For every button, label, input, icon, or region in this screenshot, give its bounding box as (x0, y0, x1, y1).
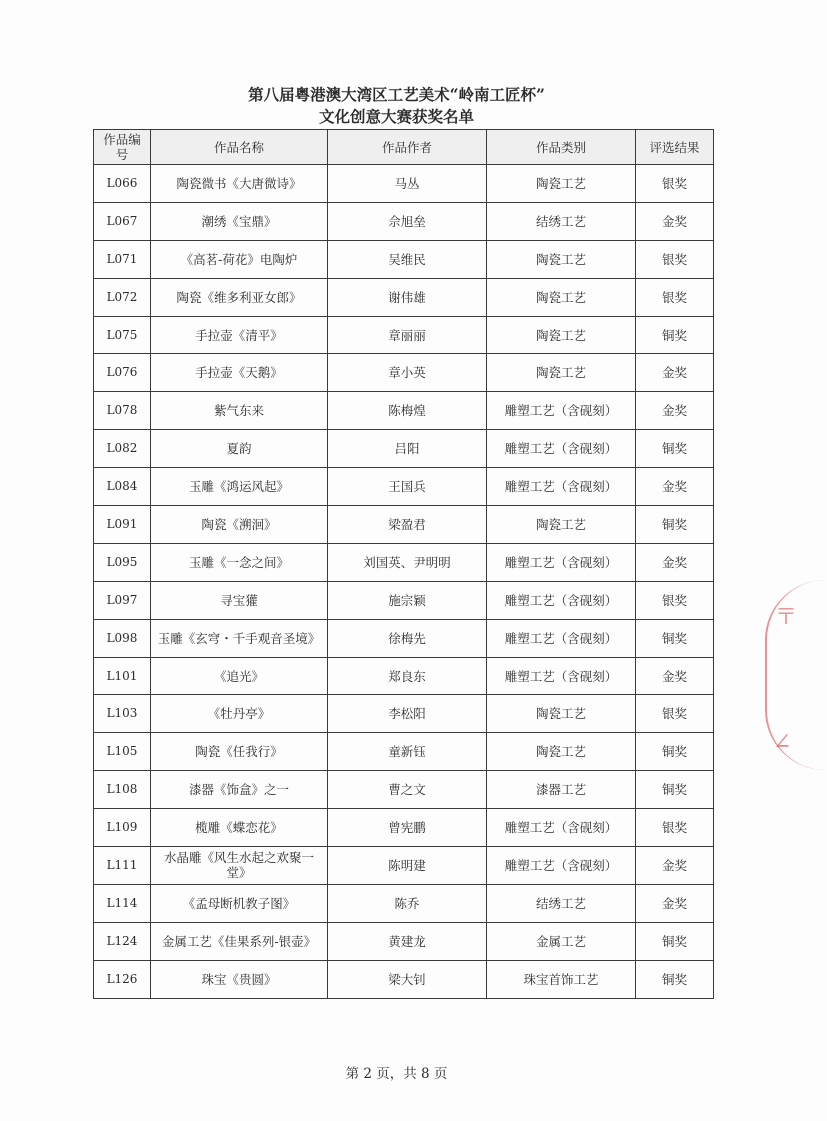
cell-author: 梁大钊 (328, 960, 487, 998)
cell-author: 陈明建 (328, 847, 487, 885)
cell-category: 陶瓷工艺 (487, 165, 636, 203)
cell-category: 雕塑工艺（含砚刻） (487, 619, 636, 657)
cell-name: 玉雕《玄穹・千手观音圣境》 (151, 619, 328, 657)
cell-author: 黄建龙 (328, 922, 487, 960)
cell-name: 手拉壶《天鹅》 (151, 354, 328, 392)
table-row (94, 278, 714, 316)
table-row (94, 695, 714, 733)
cell-name: 夏韵 (151, 430, 328, 468)
cell-result: 金奖 (636, 202, 714, 240)
header-category: 作品类别 (487, 130, 636, 165)
cell-id: L072 (94, 278, 151, 316)
table-row (94, 960, 714, 998)
cell-id: L114 (94, 884, 151, 922)
table-row (94, 922, 714, 960)
cell-name: 寻宝獾 (151, 581, 328, 619)
cell-name: 玉雕《一念之间》 (151, 543, 328, 581)
cell-id: L095 (94, 543, 151, 581)
cell-author: 刘国英、尹明明 (328, 543, 487, 581)
cell-category: 雕塑工艺（含砚刻） (487, 392, 636, 430)
cell-author: 施宗颖 (328, 581, 487, 619)
cell-result: 铜奖 (636, 771, 714, 809)
cell-category: 雕塑工艺（含砚刻） (487, 657, 636, 695)
cell-id: L111 (94, 847, 151, 885)
cell-category: 雕塑工艺（含砚刻） (487, 581, 636, 619)
cell-author: 王国兵 (328, 468, 487, 506)
cell-name: 玉雕《鸿运风起》 (151, 468, 328, 506)
cell-result: 铜奖 (636, 960, 714, 998)
table-row (94, 733, 714, 771)
table-row (94, 619, 714, 657)
cell-author: 佘旭垒 (328, 202, 487, 240)
cell-name: 陶瓷微书《大唐微诗》 (151, 165, 328, 203)
cell-category: 结绣工艺 (487, 202, 636, 240)
title-line-2: 文化创意大赛获奖名单 (318, 107, 474, 126)
red-stamp-edge (765, 580, 827, 770)
cell-category: 雕塑工艺（含砚刻） (487, 809, 636, 847)
table-row (94, 165, 714, 203)
cell-category: 陶瓷工艺 (487, 733, 636, 771)
cell-id: L097 (94, 581, 151, 619)
cell-name: 水晶雕《风生水起之欢聚一堂》 (151, 847, 328, 885)
cell-author: 吴维民 (328, 240, 487, 278)
cell-result: 银奖 (636, 165, 714, 203)
cell-category: 雕塑工艺（含砚刻） (487, 847, 636, 885)
table-row (94, 771, 714, 809)
table-row (94, 809, 714, 847)
cell-id: L071 (94, 240, 151, 278)
cell-category: 陶瓷工艺 (487, 240, 636, 278)
cell-name: 《孟母断机教子图》 (151, 884, 328, 922)
cell-result: 金奖 (636, 468, 714, 506)
table-row (94, 392, 714, 430)
cell-id: L124 (94, 922, 151, 960)
cell-name: 《高茗-荷花》电陶炉 (151, 240, 328, 278)
cell-result: 金奖 (636, 543, 714, 581)
cell-author: 谢伟雄 (328, 278, 487, 316)
cell-result: 金奖 (636, 657, 714, 695)
cell-author: 陈乔 (328, 884, 487, 922)
cell-author: 章丽丽 (328, 316, 487, 354)
cell-id: L098 (94, 619, 151, 657)
cell-author: 马丛 (328, 165, 487, 203)
table-header-row (94, 130, 714, 165)
cell-name: 陶瓷《溯洄》 (151, 506, 328, 544)
cell-id: L078 (94, 392, 151, 430)
cell-result: 铜奖 (636, 733, 714, 771)
cell-id: L084 (94, 468, 151, 506)
cell-name: 潮绣《宝鼎》 (151, 202, 328, 240)
cell-author: 曾宪鹏 (328, 809, 487, 847)
cell-category: 陶瓷工艺 (487, 695, 636, 733)
cell-id: L067 (94, 202, 151, 240)
cell-id: L076 (94, 354, 151, 392)
cell-id: L109 (94, 809, 151, 847)
cell-result: 银奖 (636, 695, 714, 733)
cell-name: 紫气东来 (151, 392, 328, 430)
cell-id: L101 (94, 657, 151, 695)
table-row (94, 430, 714, 468)
cell-name: 金属工艺《佳果系列-银壶》 (151, 922, 328, 960)
cell-category: 结绣工艺 (487, 884, 636, 922)
cell-category: 陶瓷工艺 (487, 316, 636, 354)
cell-name: 陶瓷《维多利亚女郎》 (151, 278, 328, 316)
cell-result: 银奖 (636, 240, 714, 278)
cell-id: L126 (94, 960, 151, 998)
header-result: 评选结果 (636, 130, 714, 165)
cell-result: 铜奖 (636, 316, 714, 354)
awards-table (93, 129, 714, 999)
cell-category: 雕塑工艺（含砚刻） (487, 468, 636, 506)
cell-result: 金奖 (636, 354, 714, 392)
cell-id: L103 (94, 695, 151, 733)
cell-result: 银奖 (636, 809, 714, 847)
table-row (94, 884, 714, 922)
cell-result: 银奖 (636, 278, 714, 316)
table-row (94, 657, 714, 695)
page-footer: 第 2 页，共 8 页 (345, 1066, 448, 1082)
cell-name: 《牡丹亭》 (151, 695, 328, 733)
cell-result: 银奖 (636, 581, 714, 619)
cell-category: 陶瓷工艺 (487, 354, 636, 392)
cell-category: 漆器工艺 (487, 771, 636, 809)
cell-author: 李松阳 (328, 695, 487, 733)
cell-name: 珠宝《贵圆》 (151, 960, 328, 998)
table-row (94, 240, 714, 278)
table-row (94, 847, 714, 885)
stamp-fragment-icon: ∠ (773, 730, 792, 755)
header-id: 作品编号 (94, 130, 151, 165)
cell-result: 铜奖 (636, 506, 714, 544)
cell-category: 雕塑工艺（含砚刻） (487, 543, 636, 581)
cell-result: 铜奖 (636, 922, 714, 960)
cell-id: L105 (94, 733, 151, 771)
header-author: 作品作者 (328, 130, 487, 165)
table-row (94, 202, 714, 240)
cell-category: 陶瓷工艺 (487, 506, 636, 544)
cell-id: L066 (94, 165, 151, 203)
header-name: 作品名称 (151, 130, 328, 165)
cell-author: 梁盈君 (328, 506, 487, 544)
cell-category: 雕塑工艺（含砚刻） (487, 430, 636, 468)
cell-author: 陈梅煌 (328, 392, 487, 430)
document-title (0, 84, 793, 128)
table-row (94, 581, 714, 619)
cell-author: 童新钰 (328, 733, 487, 771)
cell-name: 漆器《饰盒》之一 (151, 771, 328, 809)
cell-author: 徐梅先 (328, 619, 487, 657)
cell-category: 金属工艺 (487, 922, 636, 960)
table-row (94, 316, 714, 354)
cell-result: 金奖 (636, 884, 714, 922)
cell-id: L091 (94, 506, 151, 544)
cell-name: 手拉壶《清平》 (151, 316, 328, 354)
table-row (94, 354, 714, 392)
cell-id: L075 (94, 316, 151, 354)
cell-category: 陶瓷工艺 (487, 278, 636, 316)
table-body (94, 165, 714, 999)
table-row (94, 506, 714, 544)
cell-author: 章小英 (328, 354, 487, 392)
cell-author: 郑良东 (328, 657, 487, 695)
table-row (94, 468, 714, 506)
cell-result: 金奖 (636, 392, 714, 430)
cell-name: 陶瓷《任我行》 (151, 733, 328, 771)
cell-result: 铜奖 (636, 430, 714, 468)
cell-id: L108 (94, 771, 151, 809)
cell-author: 曹之文 (328, 771, 487, 809)
title-line-1: 第八届粤港澳大湾区工艺美术“岭南工匠杯” (248, 85, 545, 104)
cell-result: 铜奖 (636, 619, 714, 657)
cell-result: 金奖 (636, 847, 714, 885)
cell-id: L082 (94, 430, 151, 468)
cell-author: 吕阳 (328, 430, 487, 468)
cell-name: 《追光》 (151, 657, 328, 695)
cell-category: 珠宝首饰工艺 (487, 960, 636, 998)
stamp-fragment-icon: 〒 (775, 605, 798, 630)
cell-name: 榄雕《蝶恋花》 (151, 809, 328, 847)
table-row (94, 543, 714, 581)
